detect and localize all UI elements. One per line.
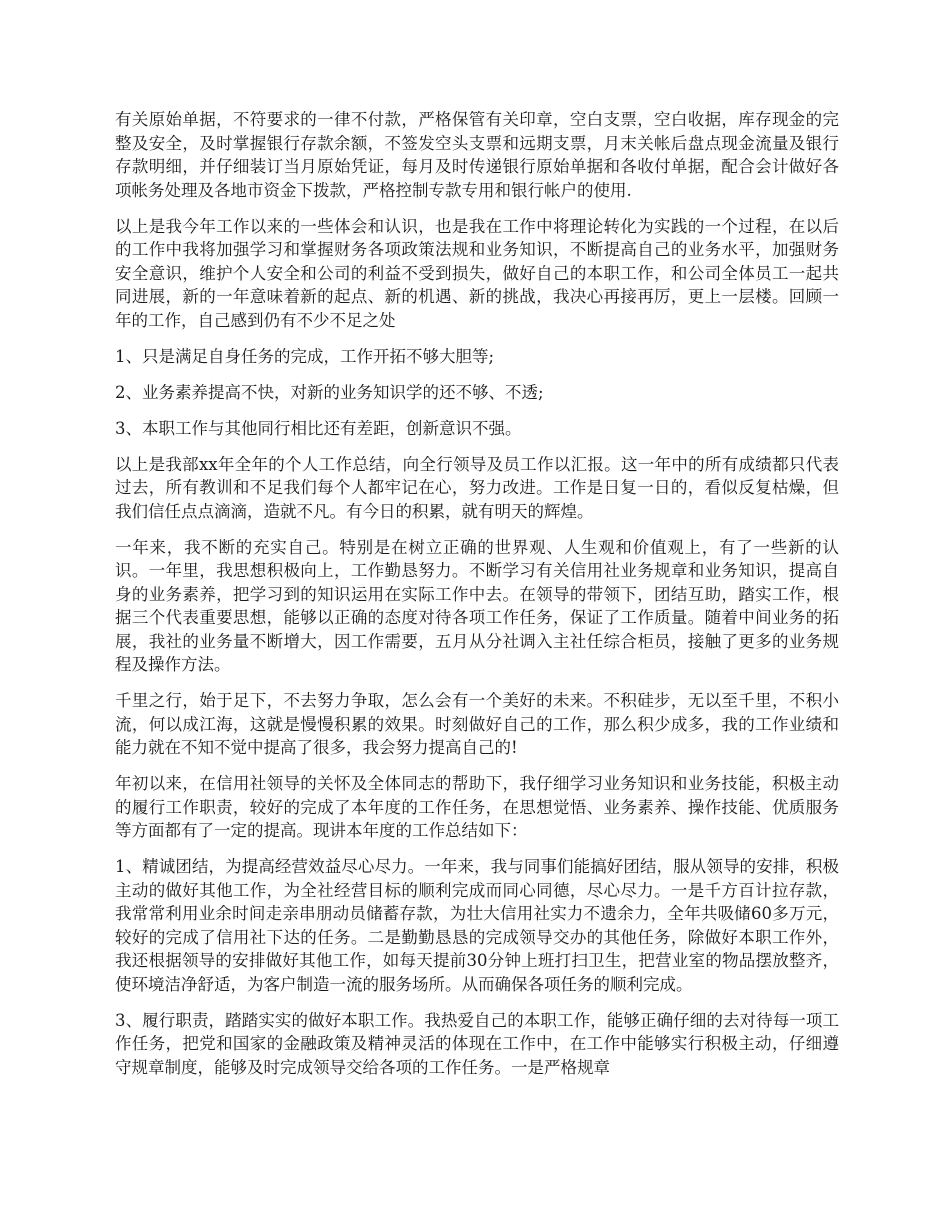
paragraph-unity: 1、精诚团结，为提高经营效益尽心尽力。一年来，我与同事们能搞好团结，服从领导的安排，积极主动的做好其他工作，为全社经营目标的顺利完成而同心同德，尽心尽力。一是千方百计拉存款，我常常利用业余时间走亲串朋动员储蓄存款，为壮大信用社实力不遗余力，全年共吸储60多万元，较好的完成了信用社下达的任务。二是勤勤恳恳的完成领导交办的其他任务，除做好本职工作外，我还根据领导的安排做好其他工作，如每天提前30分钟上班打扫卫生，把营业室的物品摆放整齐，使环境洁净舒适，为客户制造一流的服务场所。从而确保各项任务的顺利完成。 xyxy=(115,857,839,994)
paragraph-cash-duties: 有关原始单据，不符要求的一律不付款，严格保管有关印章，空白支票，空白收据，库存现金的完整及安全，及时掌握银行存款余额，不签发空头支票和远期支票，月末关帐后盘点现金流量及银行存款明细，并仔细装订当月原始凭证，每月及时传递银行原始单据和各收付单据，配合会计做好各项帐务处理及各地市资金下拨款，严格控制专款专用和银行帐户的使用. xyxy=(115,110,839,200)
document-body xyxy=(115,108,839,1092)
paragraph-self-improvement: 一年来，我不断的充实自己。特别是在树立正确的世界观、人生观和价值观上，有了一些新的认识。一年里，我思想积极向上，工作勤恳努力。不断学习有关信用社业务规章和业务知识，提高自身的业务素养，把学习到的知识运用在实际工作中去。在领导的带领下，团结互助，踏实工作，根据三个代表重要思想，能够以正确的态度对待各项工作任务，保证了工作质量。随着中间业务的拓展，我社的业务量不断增大，因工作需要，五月从分社调入主社任综合柜员，接触了更多的业务规程及操作方法。 xyxy=(115,537,839,674)
paragraph-shortcoming-3: 3、本职工作与其他同行相比还有差距，创新意识不强。 xyxy=(115,418,522,438)
paragraph-shortcoming-1: 1、只是满足自身任务的完成，工作开拓不够大胆等; xyxy=(115,346,495,366)
paragraph-reflection: 以上是我今年工作以来的一些体会和认识，也是我在工作中将理论转化为实践的一个过程，在以后的工作中我将加强学习和掌握财务各项政策法规和业务知识，不断提高自己的业务水平，加强财务安全意识，维护个人安全和公司的利益不受到损失，做好自己的本职工作，和公司全体员工一起共同进展，新的一年意味着新的起点、新的机遇、新的挑战，我决心再接再厉，更上一层楼。回顾一年的工作，自己感到仍有不少不足之处 xyxy=(115,216,839,330)
paragraph-duties: 3、履行职责，踏踏实实的做好本职工作。我热爱自己的本职工作，能够正确仔细的去对待每一项工作任务，把党和国家的金融政策及精神灵活的体现在工作中，在工作中能够实行积极主动，仔细遵守规章制度，能够及时完成领导交给各项的工作任务。一是严格规章 xyxy=(115,1010,839,1077)
paragraph-shortcoming-2: 2、业务素养提高不快，对新的业务知识学的还不够、不透; xyxy=(115,382,544,402)
paragraph-year-intro: 年初以来，在信用社领导的关怀及全体同志的帮助下，我仔细学习业务知识和业务技能，积极主动的履行工作职责，较好的完成了本年度的工作任务，在思想觉悟、业务素养、操作技能、优质服务等方面都有了一定的提高。现讲本年度的工作总结如下： xyxy=(115,774,839,840)
paragraph-annual-summary: 以上是我部xx年全年的个人工作总结，向全行领导及员工作以汇报。这一年中的所有成绩都只代表过去，所有教训和不足我们每个人都牢记在心，努力改进。工作是日复一日的，看似反复枯燥，但我们信任点点滴滴，造就不凡。有今日的积累，就有明天的辉煌。 xyxy=(115,454,839,521)
paragraph-accumulation: 千里之行，始于足下，不去努力争取，怎么会有一个美好的未来。不积硅步，无以至千里，不积小流，何以成江海，这就是慢慢积累的效果。时刻做好自己的工作，那么积少成多，我的工作业绩和能力就在不知不觉中提高了很多，我会努力提高自己的! xyxy=(115,691,839,757)
